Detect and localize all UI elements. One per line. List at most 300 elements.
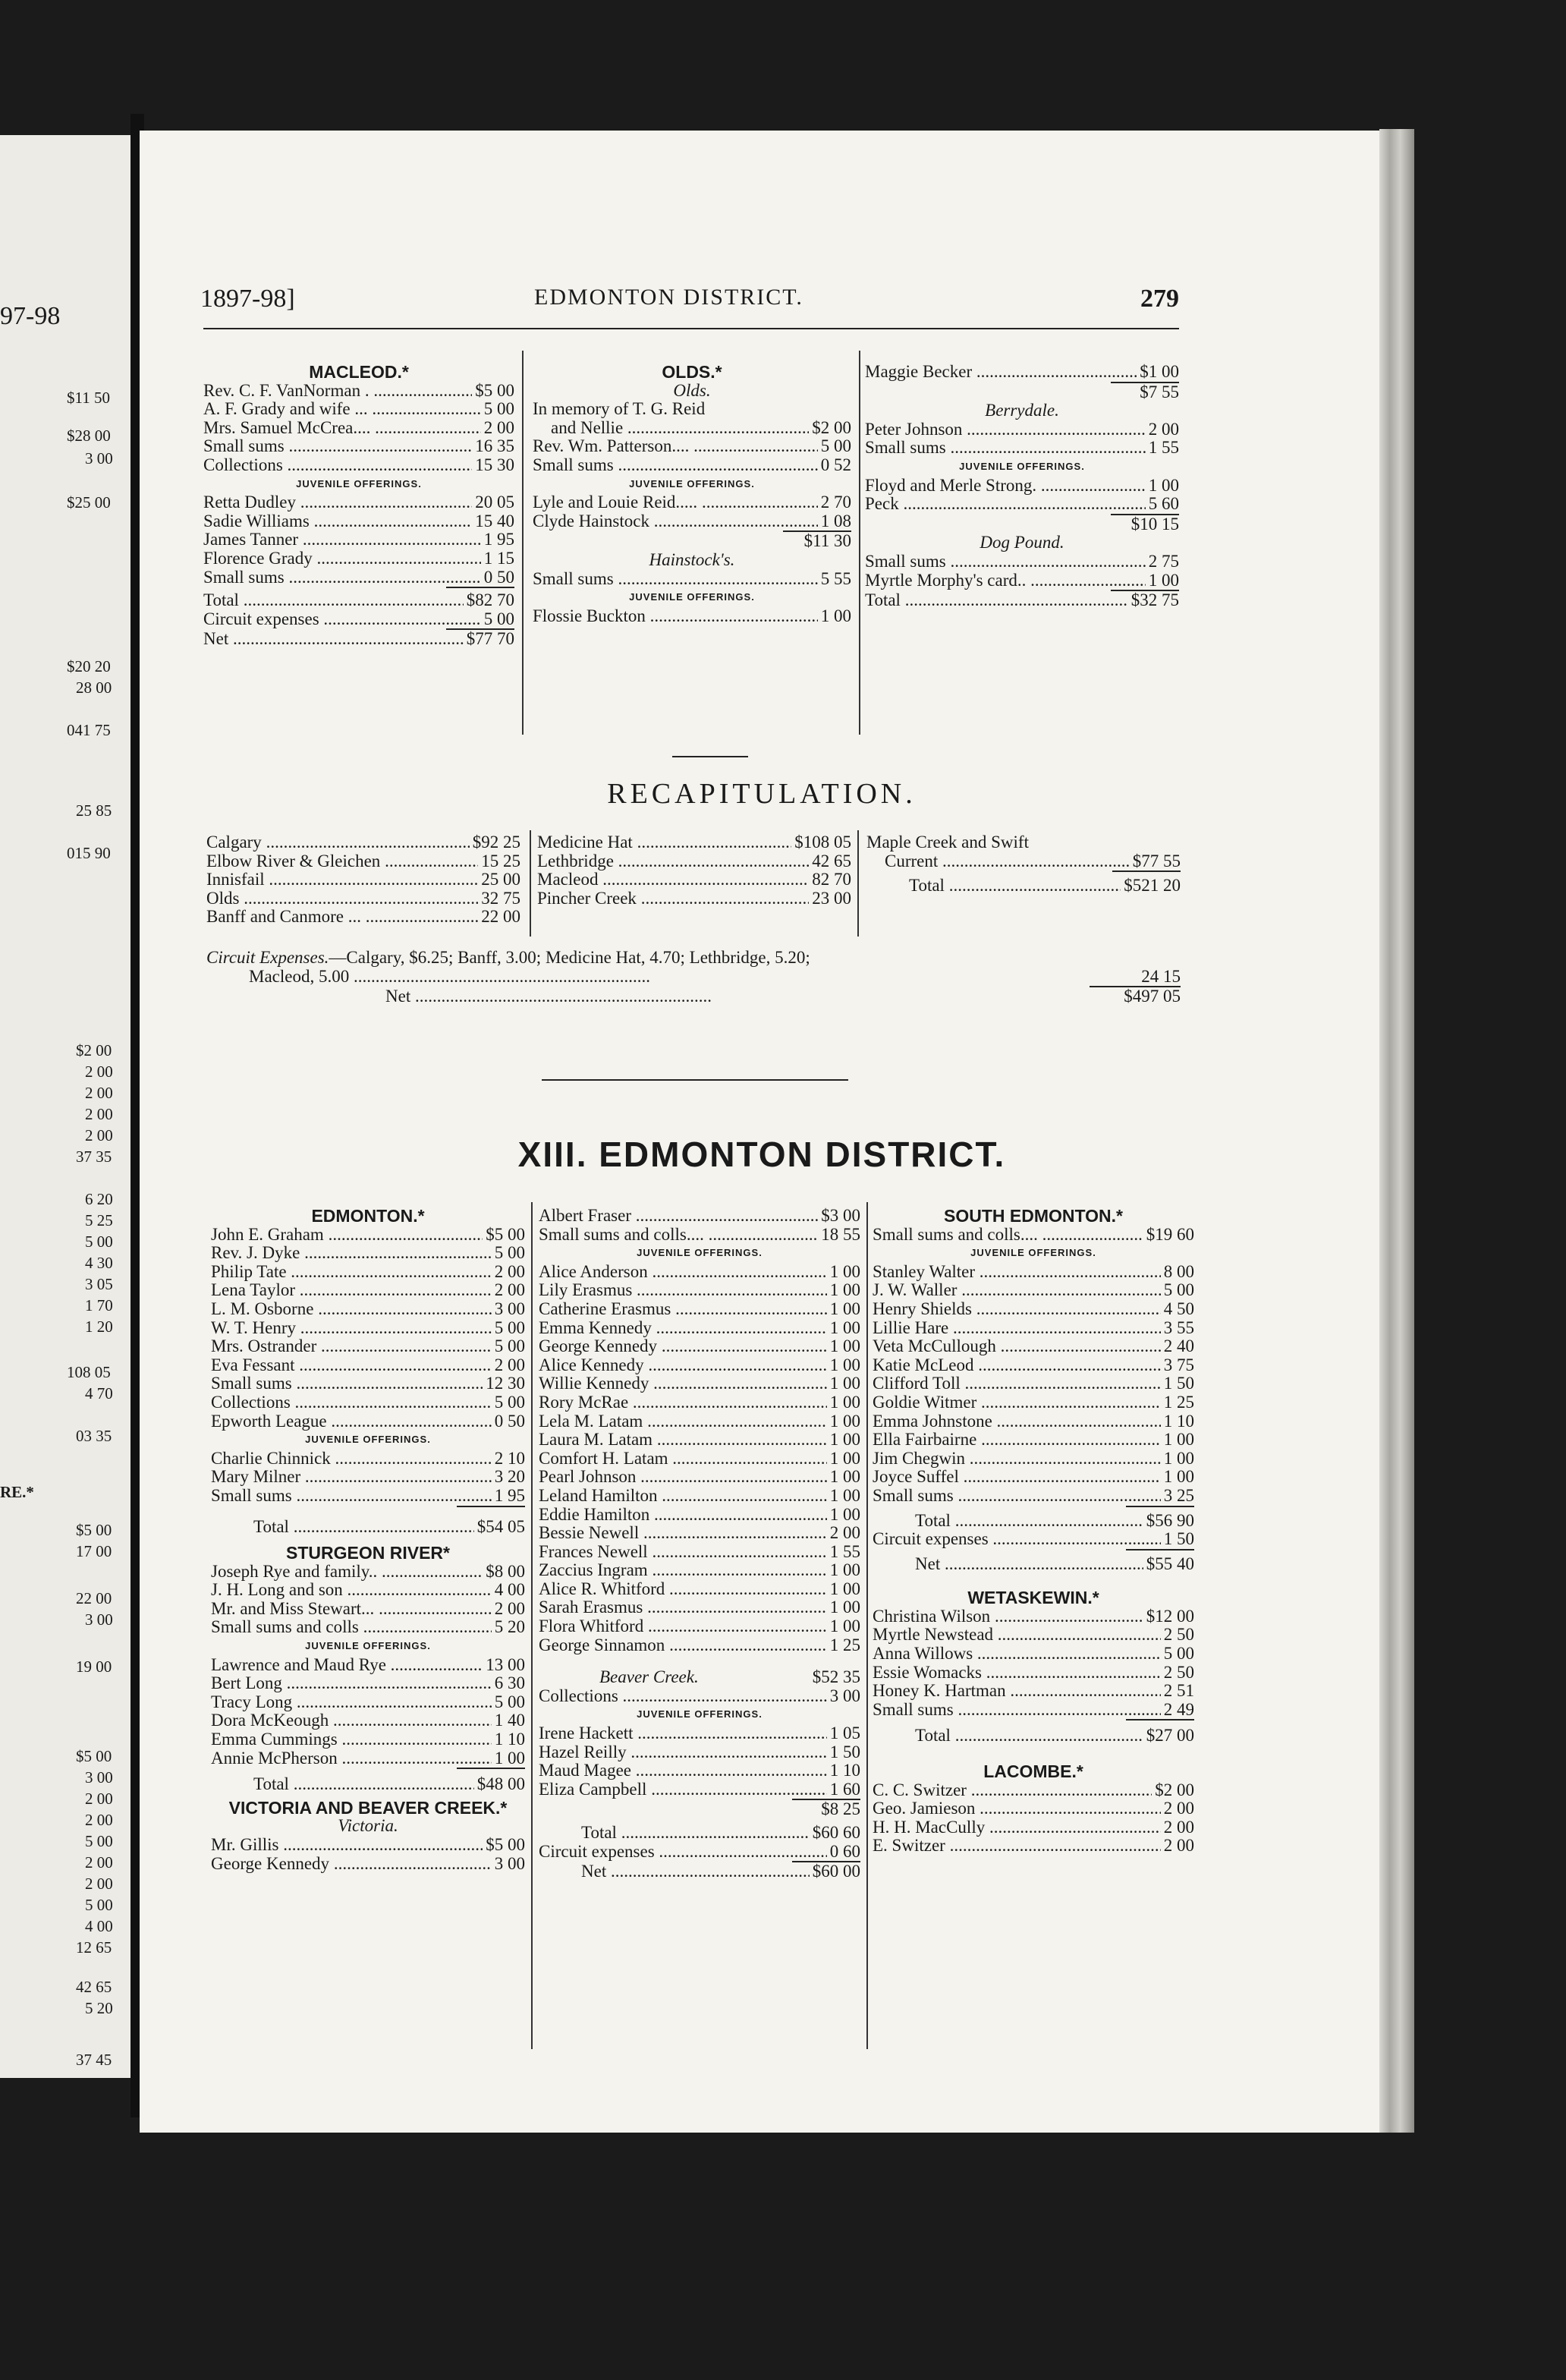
entry-amount: 1 08 [820, 512, 851, 530]
entry-amount: $2 00 [812, 418, 851, 437]
entry-name: Mr. and Miss Stewart... ..... [211, 1600, 492, 1619]
entry-name: Mrs. Ostrander ..... [211, 1337, 492, 1356]
entry-amount: 1 00 [1163, 1468, 1194, 1487]
entry-amount: $60 00 [812, 1862, 860, 1881]
entry-amount: 0 52 [820, 455, 851, 474]
entry-name: Small sums and colls ..... [211, 1618, 492, 1637]
total-row [203, 591, 514, 610]
entry-amount: $48 00 [476, 1775, 525, 1794]
entry-amount: 32 75 [481, 889, 520, 908]
net-row [539, 1862, 860, 1881]
entry-amount: $2 00 [1155, 1780, 1194, 1799]
entry-row [211, 1356, 525, 1375]
left-fragment-line: 37 45 [76, 2051, 112, 2069]
entry-row [203, 419, 514, 438]
left-fragment-line: 5 25 [85, 1211, 113, 1229]
entry-name: Olds ..... [206, 889, 478, 908]
entry-row [211, 1487, 525, 1506]
entry-name: Total ..... [581, 1824, 810, 1843]
entry-name: Bert Long ..... [211, 1674, 492, 1693]
juvenile-offerings-label: JUVENILE OFFERINGS. [629, 591, 755, 603]
entry-row [539, 1636, 860, 1655]
victoria-subheading: Victoria. [338, 1816, 398, 1836]
entry-name: Clifford Toll ..... [873, 1374, 1161, 1393]
entry-row [539, 1687, 860, 1706]
juvenile-offerings-label: JUVENILE OFFERINGS. [305, 1640, 431, 1652]
entry-amount: 13 00 [486, 1655, 525, 1674]
left-fragment-line: 3 05 [85, 1275, 113, 1293]
left-fragment-line: 2 00 [85, 1126, 113, 1144]
entry-row [539, 1393, 860, 1412]
entry-name: Maggie Becker ..... [865, 363, 1137, 382]
entry-amount: 1 95 [483, 530, 514, 549]
entry-row [203, 512, 514, 531]
entry-name: Net ..... [915, 1555, 1143, 1574]
entry-row [865, 552, 1179, 571]
total-row [873, 1727, 1194, 1746]
entry-name: Flossie Buckton ..... [533, 607, 818, 626]
entry-row [211, 1281, 525, 1300]
entry-amount: 5 00 [494, 1692, 525, 1711]
entry-name: Epworth League ..... [211, 1412, 492, 1431]
entry-amount: $55 40 [1146, 1554, 1194, 1573]
entry-amount: $1 00 [1140, 363, 1179, 381]
entry-name: Retta Dudley ..... [203, 493, 472, 512]
entry-row [873, 1799, 1194, 1818]
entry-name: Total ..... [203, 591, 464, 610]
entry-row [203, 400, 514, 419]
entry-amount: 2 50 [1163, 1663, 1194, 1682]
entry-name: and Nellie ..... [551, 419, 809, 438]
circuit-row [539, 1843, 860, 1862]
column-divider [522, 351, 524, 735]
entry-row [865, 477, 1179, 496]
entry-amount: 1 25 [829, 1635, 860, 1654]
entry-amount: 15 30 [475, 455, 514, 474]
subheading-row [539, 1668, 860, 1687]
entry-amount: $5 00 [475, 381, 514, 400]
entry-name: Laura M. Latam ..... [539, 1431, 827, 1450]
entry-row [539, 1374, 860, 1393]
entry-row [211, 1337, 525, 1356]
entry-amount: 15 25 [481, 852, 520, 870]
entry-name: Irene Hackett ..... [539, 1724, 827, 1743]
entry-amount: 1 00 [829, 1561, 860, 1580]
entry-name: Stanley Walter ..... [873, 1263, 1161, 1282]
entry-amount: 1 00 [1163, 1431, 1194, 1450]
entry-name: Rev. C. F. VanNorman . ..... [203, 382, 472, 401]
entry-name: Small sums ..... [533, 456, 818, 475]
entry-row [533, 607, 851, 626]
entry-amount: 2 00 [494, 1262, 525, 1281]
entry-amount: 18 55 [821, 1225, 860, 1244]
entry-row [211, 1693, 525, 1712]
entry-row [539, 1450, 860, 1469]
entry-amount: 42 65 [812, 852, 851, 870]
entry-amount: $54 05 [476, 1517, 525, 1536]
entry-name: Small sums ..... [533, 570, 818, 589]
entry-name: Christina Wilson ..... [873, 1607, 1143, 1626]
left-fragment-line: 4 00 [85, 1917, 113, 1935]
entry-amount: 5 00 [483, 609, 514, 628]
recap-row [206, 889, 520, 908]
entry-amount: 1 00 [829, 1505, 860, 1524]
entry-name: Small sums ..... [873, 1701, 1161, 1720]
entry-row [203, 382, 514, 401]
entry-row [211, 1226, 525, 1245]
entry-row [873, 1837, 1194, 1856]
entry-amount: 3 75 [1163, 1355, 1194, 1374]
left-fragment-line: 28 00 [76, 678, 112, 697]
left-fragment-line: 17 00 [76, 1542, 112, 1560]
entry-amount: 1 00 [494, 1749, 525, 1768]
entry-amount: 1 00 [829, 1281, 860, 1300]
entry-name: Tracy Long ..... [211, 1693, 492, 1712]
left-fragment-line: 2 00 [85, 1084, 113, 1102]
entry-name: James Tanner ..... [203, 530, 481, 549]
entry-name: Total ..... [865, 591, 1128, 610]
entry-amount: $8 00 [486, 1562, 525, 1581]
entry-row [539, 1487, 860, 1506]
entry-name: Goldie Witmer ..... [873, 1393, 1161, 1412]
entry-name: Myrtle Morphy's card.. ..... [865, 571, 1146, 590]
entry-amount: 6 30 [494, 1674, 525, 1693]
entry-amount: $5 00 [486, 1225, 525, 1244]
entry-name: Albert Fraser ..... [539, 1207, 818, 1226]
entry-amount: 1 00 [829, 1598, 860, 1617]
entry-row [211, 1855, 525, 1874]
entry-amount: 2 00 [494, 1599, 525, 1618]
entry-row [203, 437, 514, 456]
entry-row [539, 1617, 860, 1636]
recap-net-label: Net ..... [385, 987, 712, 1006]
olds-title: OLDS.* [662, 362, 722, 382]
entry-row [539, 1743, 860, 1762]
entry-amount: 5 00 [1163, 1645, 1194, 1664]
entry-amount: 0 60 [829, 1842, 860, 1861]
entry-row [873, 1682, 1194, 1701]
entry-amount: 1 00 [1163, 1449, 1194, 1468]
entry-amount: $27 00 [1146, 1727, 1194, 1746]
entry-row [211, 1656, 525, 1675]
entry-name: Small sums ..... [203, 437, 472, 456]
entry-row [873, 1450, 1194, 1469]
entry-row [211, 1300, 525, 1319]
entry-row [865, 363, 1179, 382]
wetaskewin-title: WETASKEWIN.* [967, 1588, 1099, 1608]
entry-name: Banff and Canmore ... ..... [206, 908, 478, 927]
entry-name: H. H. MacCully ..... [873, 1818, 1161, 1837]
entry-row [873, 1645, 1194, 1664]
left-fragment-line: $11 50 [67, 389, 110, 407]
entry-name: Veta McCullough ..... [873, 1337, 1161, 1356]
entry-row [873, 1701, 1194, 1720]
left-fragment-line: RE.* [0, 1483, 34, 1501]
entry-amount: 1 10 [1163, 1412, 1194, 1431]
entry-row [533, 570, 851, 589]
entry-name: Joyce Suffel ..... [873, 1468, 1161, 1487]
entry-name: John E. Graham ..... [211, 1226, 483, 1245]
left-fragment-line: 3 00 [85, 1768, 113, 1787]
left-fragment-line: 3 00 [85, 1610, 113, 1629]
entry-row [203, 549, 514, 568]
section-rule [542, 1079, 848, 1081]
entry-name: Peck ..... [865, 495, 1146, 514]
entry-row [873, 1664, 1194, 1683]
entry-name: J. W. Waller ..... [873, 1281, 1161, 1300]
sturgeon-river-title: STURGEON RIVER* [286, 1543, 450, 1563]
entry-row [865, 439, 1179, 458]
memory-line: In memory of T. G. Reid [533, 399, 706, 419]
left-fragment-line: 4 30 [85, 1254, 113, 1272]
recap-col-1 [206, 833, 520, 927]
entry-amount: 1 50 [1163, 1374, 1194, 1393]
entry-name: Net ..... [203, 630, 464, 649]
circuit-row [873, 1530, 1194, 1549]
entry-name: Net ..... [581, 1862, 810, 1881]
entry-row [539, 1300, 860, 1319]
entry-amount: 15 40 [475, 512, 514, 530]
recap-row [206, 833, 520, 852]
entry-amount: $108 05 [794, 833, 851, 852]
entry-name: Mr. Gillis ..... [211, 1836, 483, 1855]
entry-row [211, 1374, 525, 1393]
total-row [211, 1518, 525, 1537]
entry-amount: $5 00 [486, 1836, 525, 1854]
entry-amount: 2 70 [820, 493, 851, 512]
entry-amount: 1 50 [1163, 1530, 1194, 1549]
left-fragment-line: $20 20 [67, 657, 111, 675]
entry-amount: 4 00 [494, 1581, 525, 1600]
edmonton-title: EDMONTON.* [311, 1206, 425, 1226]
left-fragment-line: 5 20 [85, 1999, 113, 2017]
entry-amount: 3 00 [494, 1854, 525, 1873]
entry-amount: 1 00 [829, 1318, 860, 1337]
entry-row [873, 1818, 1194, 1837]
entry-name: Lawrence and Maud Rye ..... [211, 1656, 483, 1675]
left-fragment-line: 5 00 [85, 1896, 113, 1914]
entry-row [539, 1543, 860, 1562]
entry-amount: 1 00 [829, 1412, 860, 1431]
entry-amount: 1 00 [820, 606, 851, 625]
entry-name: Collections ..... [539, 1687, 827, 1706]
entry-name: Alice R. Whitford ..... [539, 1580, 827, 1599]
entry-name: Annie McPherson ..... [211, 1749, 492, 1768]
entry-row [539, 1337, 860, 1356]
entry-row [539, 1524, 860, 1543]
entry-row [533, 419, 851, 438]
left-fragment-line: 041 75 [67, 721, 111, 739]
entry-name: Lillie Hare ..... [873, 1319, 1161, 1338]
entry-amount: 3 55 [1163, 1318, 1194, 1337]
entry-amount: 4 50 [1163, 1299, 1194, 1318]
entry-amount: 1 00 [829, 1579, 860, 1598]
entry-amount: $521 20 [1124, 877, 1181, 896]
entry-name: Small sums ..... [211, 1374, 483, 1393]
circuit-line2-label: Macleod, 5.00 ..... [249, 968, 650, 987]
entry-amount: 1 00 [829, 1355, 860, 1374]
entry-amount: 1 00 [829, 1374, 860, 1393]
entry-amount: 1 25 [1163, 1393, 1194, 1412]
header-rule [203, 328, 1179, 329]
left-fragment-line: 3 00 [85, 449, 113, 468]
left-fragment-line: 1 20 [85, 1318, 113, 1336]
juvenile-offerings-label: JUVENILE OFFERINGS. [637, 1247, 763, 1259]
page-edge [1379, 129, 1414, 2133]
entry-name: Lily Erasmus ..... [539, 1281, 827, 1300]
entry-amount: 1 00 [1148, 571, 1179, 590]
entry-amount: 3 00 [829, 1686, 860, 1705]
juvenile-offerings-label: JUVENILE OFFERINGS. [637, 1708, 763, 1720]
entry-name: Charlie Chinnick ..... [211, 1450, 492, 1469]
recap-line: Maple Creek and Swift [866, 833, 1029, 852]
entry-name: Calgary ..... [206, 833, 470, 852]
entry-amount: 0 50 [494, 1412, 525, 1431]
entry-name: Circuit expenses ..... [873, 1530, 1161, 1549]
entry-amount: 20 05 [475, 493, 514, 512]
entry-name: Mary Milner ..... [211, 1468, 492, 1487]
entry-row [539, 1319, 860, 1338]
entry-name: Eddie Hamilton ..... [539, 1506, 827, 1525]
entry-name: Hazel Reilly ..... [539, 1743, 827, 1762]
entry-row [539, 1226, 860, 1245]
entry-row [873, 1607, 1194, 1626]
recap-row [206, 908, 520, 927]
entry-row [539, 1506, 860, 1525]
total-row [873, 1512, 1194, 1531]
left-fragment-line: 2 00 [85, 1105, 113, 1123]
entry-amount: 1 00 [829, 1393, 860, 1412]
recap-row [537, 833, 851, 852]
entry-name: Small sums ..... [873, 1487, 1161, 1506]
entry-amount: 1 00 [829, 1262, 860, 1281]
entry-row [873, 1281, 1194, 1300]
left-fragment-line: 5 00 [85, 1232, 113, 1251]
subtotal: $10 15 [1130, 514, 1179, 534]
entry-row [539, 1761, 860, 1780]
entry-row [203, 456, 514, 475]
entry-name: Lethbridge ..... [537, 852, 809, 871]
entry-name: Flora Whitford ..... [539, 1617, 827, 1636]
recap-col-2 [537, 833, 851, 908]
entry-amount: $19 60 [1146, 1225, 1194, 1244]
entry-row [865, 495, 1179, 514]
entry-row [211, 1618, 525, 1637]
entry-row [533, 512, 851, 531]
left-fragment-line: 2 00 [85, 1875, 113, 1893]
left-fragment-line: 5 00 [85, 1832, 113, 1850]
entry-name: Small sums ..... [203, 568, 481, 587]
entry-row [539, 1724, 860, 1743]
entry-amount: 5 00 [820, 437, 851, 456]
entry-row [539, 1598, 860, 1617]
entry-amount: $77 70 [466, 630, 514, 649]
entry-row [211, 1244, 525, 1263]
entry-name: Lela M. Latam ..... [539, 1412, 827, 1431]
left-fragment-line: 12 65 [76, 1938, 112, 1957]
entry-amount: $32 75 [1130, 591, 1179, 610]
entry-name: Elbow River & Gleichen ..... [206, 852, 478, 871]
juvenile-offerings-label: JUVENILE OFFERINGS. [305, 1434, 431, 1446]
entry-name: Eliza Campbell ..... [539, 1780, 827, 1799]
entry-name: Catherine Erasmus ..... [539, 1300, 827, 1319]
entry-amount: 1 00 [829, 1617, 860, 1636]
entry-row [203, 568, 514, 587]
entry-name: Circuit expenses ..... [539, 1843, 827, 1862]
left-fragment-line: 2 00 [85, 1062, 113, 1081]
entry-name: Sarah Erasmus ..... [539, 1598, 827, 1617]
entry-name: Small sums ..... [211, 1487, 492, 1506]
entry-name: Total ..... [253, 1775, 474, 1794]
entry-row [865, 571, 1179, 590]
entry-name: Frances Newell ..... [539, 1543, 827, 1562]
subheading-amount: $52 35 [812, 1668, 860, 1687]
entry-name: Zaccius Ingram ..... [539, 1561, 827, 1580]
macleod-title: MACLEOD.* [309, 362, 409, 382]
entry-name: C. C. Switzer ..... [873, 1781, 1152, 1800]
total-row [211, 1775, 525, 1794]
entry-name: Henry Shields ..... [873, 1300, 1161, 1319]
column-divider [859, 351, 860, 735]
entry-row [211, 1836, 525, 1855]
entry-amount: 1 10 [829, 1761, 860, 1780]
entry-name: W. T. Henry ..... [211, 1319, 492, 1338]
circuit-line2-amount: 24 15 [1141, 967, 1181, 986]
entry-amount: 1 00 [829, 1299, 860, 1318]
entry-row [873, 1356, 1194, 1375]
olds-subheading: Olds. [673, 380, 711, 400]
entry-amount: 2 50 [1163, 1626, 1194, 1645]
entry-row [539, 1468, 860, 1487]
entry-amount: 1 00 [829, 1431, 860, 1450]
entry-amount: 1 60 [829, 1780, 860, 1799]
entry-amount: 5 00 [494, 1393, 525, 1412]
entry-name: Willie Kennedy ..... [539, 1374, 827, 1393]
entry-amount: 1 00 [1148, 476, 1179, 495]
entry-name: J. H. Long and son ..... [211, 1581, 492, 1600]
entry-row [211, 1450, 525, 1469]
entry-row [865, 420, 1179, 439]
entry-name: Geo. Jamieson ..... [873, 1799, 1161, 1818]
entry-amount: 3 25 [1163, 1486, 1194, 1505]
entry-amount: 2 00 [1163, 1818, 1194, 1837]
entry-name: Circuit expenses ..... [203, 610, 481, 629]
left-fragment-line: 42 65 [76, 1978, 112, 1996]
left-fragment-line: 2 00 [85, 1811, 113, 1829]
entry-amount: 23 00 [812, 889, 851, 908]
entry-row [873, 1431, 1194, 1450]
subtotal: $8 25 [821, 1799, 860, 1819]
entry-name: Total ..... [253, 1518, 474, 1537]
entry-row [539, 1263, 860, 1282]
entry-amount: 82 70 [812, 870, 851, 889]
entry-name: Total ..... [909, 877, 1121, 896]
entry-amount: 0 50 [483, 568, 514, 587]
circuit-label: Circuit Expenses. [206, 948, 329, 967]
entry-amount: 22 00 [481, 908, 520, 927]
entry-name: Small sums and colls.... ..... [873, 1226, 1143, 1245]
entry-amount: 5 00 [494, 1337, 525, 1356]
section-rule [672, 756, 748, 757]
entry-amount: 2 00 [483, 418, 514, 437]
entry-name: Collections ..... [203, 456, 472, 475]
entry-amount: 1 50 [829, 1742, 860, 1761]
header-year: 1897-98] [200, 285, 295, 313]
recap-circuit [206, 949, 1181, 1006]
entry-amount: 2 51 [1163, 1682, 1194, 1701]
entry-row [211, 1581, 525, 1600]
entry-row [539, 1281, 860, 1300]
